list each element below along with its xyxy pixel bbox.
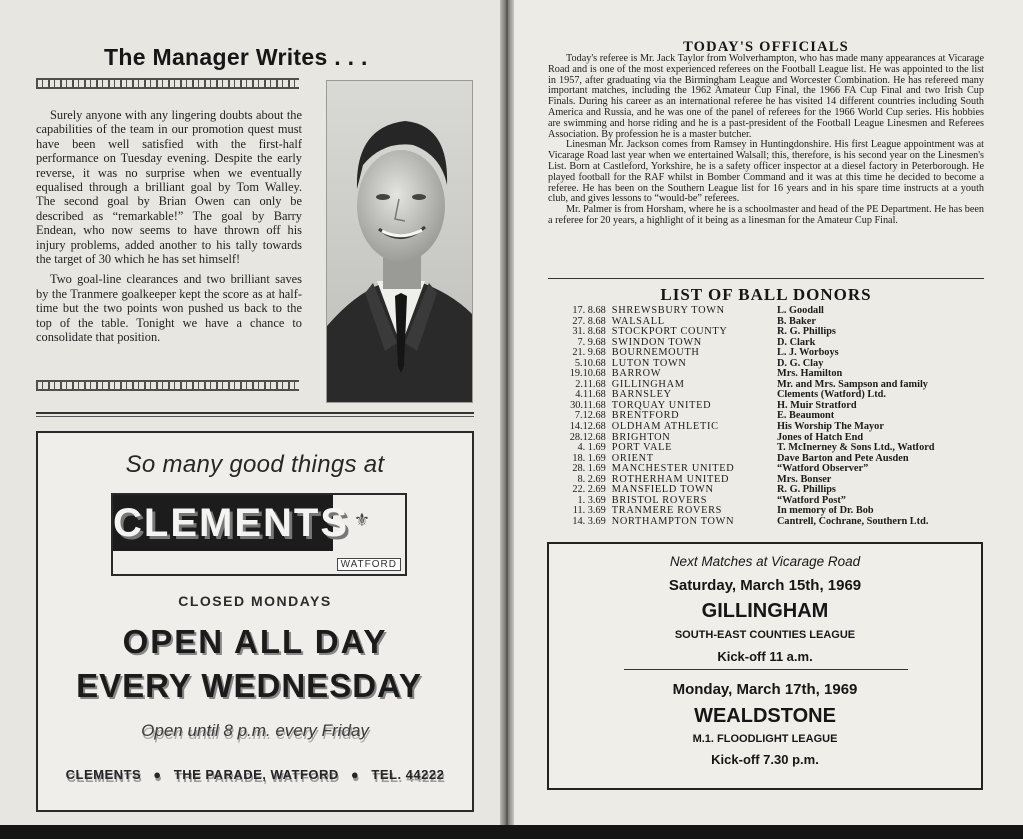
manager-photo	[326, 80, 473, 403]
manager-article	[36, 108, 302, 351]
advert-footer	[38, 767, 472, 782]
bottom-shadow	[0, 825, 1023, 839]
list-item: 5.10.68 LUTON TOWN D. G. Clay	[574, 357, 824, 369]
match-divider	[624, 669, 908, 670]
list-item: 30.11.68 TORQUAY UNITED H. Muir Stratford	[570, 399, 857, 411]
officials-paragraph-2: Linesman Mr. Jackson comes from Ramsey in Huntingdonshire. His first League appointment was at Vicarage Road last year when we entertained Walsall; this, therefore, is his second year on the Linesmen's List. Born at Castleford, Yorkshire, he is a safety officer inspector at a diesel factory in Peterborough. He played football for the RAF whilst in Bomber Command and it was at this time he decided to become a referee. He has been on the Southern League list for 16 years and in his spare time instructs at a youth club, and gives lessons to “would-be” referees.	[548, 139, 984, 205]
greek-key-border-bottom	[36, 380, 299, 391]
list-item: 21. 9.68 BOURNEMOUTH L. J. Worboys	[572, 347, 839, 359]
clements-advert	[36, 431, 474, 812]
officials-title: TODAY'S OFFICIALS	[683, 39, 849, 55]
donors-title: LIST OF BALL DONORS	[660, 285, 872, 304]
list-item: 2.11.68 GILLINGHAM Mr. and Mrs. Sampson and family	[575, 378, 928, 390]
list-item: 28.12.68 BRIGHTON Jones of Hatch End	[569, 431, 864, 443]
book-gutter	[500, 0, 514, 839]
officials-paragraph-1: Today's referee is Mr. Jack Taylor from Wolverhampton, who has made many appearances at Vicarage Road and is one of the most experienced referees on the Football League list. He was appointed to the list in 1957, after graduating via the Birmingham League and Worcester Combination. He has refereed many important matches, including the 1962 Amateur Cup Final, the 1966 FA Cup Final and two Irish Cup Finals. During his career as an international referee he has visited 14 different countries including South America and Russia, and he was one of the panel of referees for the 1966 World Cup series. His hobbies are swimming and horse riding and he is a past-president of the Football League Linesmen and Referees Association. By profession he is a master butcher.	[548, 53, 984, 140]
list-item: 11. 3.69 TRANMERE ROVERS In memory of Dr. Bob	[572, 505, 874, 517]
advert-tagline: So many good things at	[125, 451, 385, 478]
list-item: 27. 8.68 WALSALL B. Baker	[572, 315, 816, 327]
match1-kickoff: Kick-off 11 a.m.	[717, 649, 813, 664]
list-item: 4.11.68 BARNSLEY Clements (Watford) Ltd.	[575, 389, 886, 401]
open-all-day: OPEN ALL DAY	[122, 623, 388, 660]
left-page	[0, 0, 506, 839]
list-item: 7.12.68 BRENTFORD E. Beaumont	[574, 410, 835, 422]
next-matches-box	[547, 542, 983, 790]
list-item: 18. 1.69 ORIENT Dave Barton and Pete Ausden	[572, 452, 909, 464]
officials-paragraph-3: Mr. Palmer is from Horsham, where he is a schoolmaster and head of the PE Department. He has been a referee for 20 years, a highlight of it being as a linesman for the Amateur Cup Final.	[548, 204, 984, 226]
every-wednesday: EVERY WEDNESDAY	[76, 667, 422, 704]
crest-icon: ⚜	[353, 510, 371, 530]
match2-kickoff: Kick-off 7.30 p.m.	[711, 752, 819, 767]
list-item: 1. 3.69 BRISTOL ROVERS “Watford Post”	[577, 494, 846, 506]
clements-logo-town: WATFORD	[337, 558, 401, 571]
list-item: 17. 8.68 SHREWSBURY TOWN L. Goodall	[572, 305, 824, 316]
bullet-icon: ●	[350, 767, 360, 782]
officials-article	[548, 54, 984, 227]
ball-donors-list	[560, 306, 986, 527]
manager-paragraph-2: Two goal-line clearances and two brilliant saves by the Tranmere goalkeeper kept the score as at half-time but the two points won pushed us back to the top of the table. Tonight we have a chance to consolidate that position.	[36, 272, 302, 345]
list-item: 22. 2.69 MANSFIELD TOWN R. G. Phillips	[572, 484, 836, 496]
list-item: 7. 9.68 SWINDON TOWN D. Clark	[577, 336, 816, 348]
list-item: 4. 1.69 PORT VALE T. McInerney & Sons Ltd., Watford	[577, 442, 935, 454]
match1-date: Saturday, March 15th, 1969	[668, 577, 862, 594]
list-item: 14. 3.69 NORTHAMPTON TOWN Cantrell, Cochrane, Southern Ltd.	[572, 515, 929, 527]
section-divider-thin	[36, 416, 474, 417]
greek-key-border-top	[36, 78, 299, 89]
footer-tel: TEL. 44222	[371, 767, 445, 782]
clements-logo-word: CLEMENTS	[113, 501, 349, 545]
section-divider	[36, 412, 474, 414]
manager-title: The Manager Writes . . .	[104, 44, 368, 70]
match2-team: WEALDSTONE	[694, 705, 836, 727]
list-item: 8. 2.69 ROTHERHAM UNITED Mrs. Bonser	[577, 473, 832, 485]
match2-date: Monday, March 17th, 1969	[672, 681, 858, 698]
manager-paragraph-1: Surely anyone with any lingering doubts about the capabilities of the team in our promotion quest must have been well satisfied with the first-half performance on Tuesday evening. Despite the early reverse, it was no surprise when we eventually equalised through a brilliant goal by Tom Walley. The second goal by Brian Owen can only be described as “remarkable!” The goal by Barry Endean, who now seems to have thrown off his injury problems, added another to his tally towards the target of 30 which he has set himself!	[36, 108, 302, 267]
list-item: 28. 1.69 MANCHESTER UNITED “Watford Observer”	[572, 463, 869, 475]
bullet-icon: ●	[153, 767, 162, 782]
match1-team: GILLINGHAM	[701, 600, 829, 622]
next-matches-heading: Next Matches at Vicarage Road	[669, 554, 861, 569]
clements-logo	[111, 493, 407, 576]
list-item: 31. 8.68 STOCKPORT COUNTY R. G. Phillips	[572, 326, 836, 338]
match2-league: M.1. FLOODLIGHT LEAGUE	[692, 733, 838, 745]
list-item: 19.10.68 BARROW Mrs. Hamilton	[569, 368, 843, 380]
footer-name: CLEMENTS	[65, 767, 142, 782]
footer-address: THE PARADE, WATFORD	[173, 767, 339, 782]
list-item: 14.12.68 OLDHAM ATHLETIC His Worship The Mayor	[569, 421, 884, 433]
match1-league: SOUTH-EAST COUNTIES LEAGUE	[674, 629, 856, 641]
officials-divider	[548, 278, 984, 279]
open-until-friday: Open until 8 p.m. every Friday	[141, 721, 369, 740]
closed-mondays: CLOSED MONDAYS	[178, 593, 332, 609]
